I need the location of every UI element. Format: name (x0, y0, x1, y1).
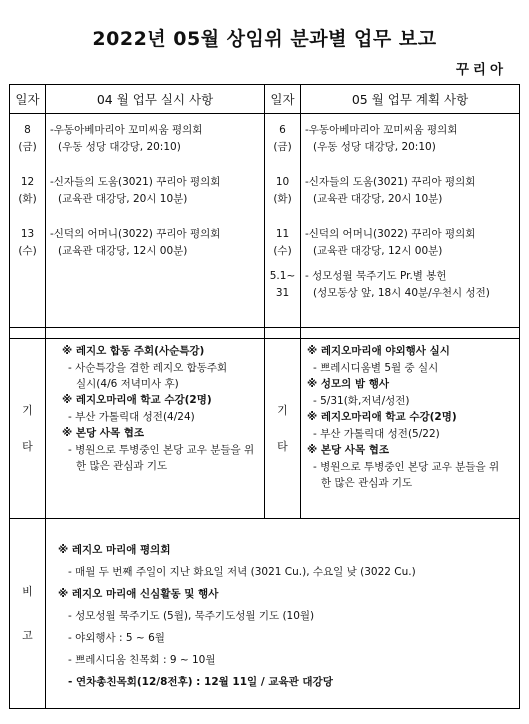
may-dates (265, 114, 301, 328)
schedule-row (10, 114, 520, 328)
date-weekday: (금) (18, 141, 37, 153)
bullet: - 쁘레시디움별 5월 중 실시 (313, 362, 439, 374)
header-row (10, 85, 520, 114)
bullet: - 병원으로 투병중인 본당 교우 분들을 위 (68, 444, 255, 456)
section-heading: ※ 성모의 밤 행사 (307, 378, 390, 390)
date-weekday: (수) (18, 245, 37, 257)
etc-label-char: 타 (22, 439, 33, 453)
bullet: - 5/31(화,저녁/성전) (313, 395, 410, 407)
date-day: 11 (275, 228, 290, 240)
etc-row (10, 339, 520, 519)
event-title: -신덕의 어머니(3022) 꾸리아 평의회 (305, 228, 476, 240)
event-title: -우동아베마리아 꼬미씨움 평의회 (50, 124, 203, 136)
etc-label (10, 339, 46, 519)
etc-label-char: 기 (277, 403, 288, 417)
event-title: - 성모성월 묵주기도 Pr.별 봉헌 (305, 270, 447, 282)
may-plan-header: 05 월 업무 계획 사항 (301, 85, 520, 114)
section-heading: ※ 본당 사목 협조 (62, 427, 145, 439)
april-dates (10, 114, 46, 328)
event-place: (교육관 대강당, 20시 10분) (58, 193, 188, 205)
event-place: (우동 성당 대강당, 20:10) (58, 141, 181, 153)
etc-label-char: 기 (22, 403, 33, 417)
bullet: - 병원으로 투병중인 본당 교우 분들을 위 (313, 461, 500, 473)
date-header-may: 일자 (265, 85, 301, 114)
may-items (301, 114, 520, 328)
notes-label-char: 비 (22, 584, 33, 598)
notes-item: - 연차총친목회(12/8전후) : 12월 11일 / 교육관 대강당 (68, 676, 333, 688)
date-weekday: 31 (275, 287, 290, 299)
etc-label (265, 339, 301, 519)
event-place: (우동 성당 대강당, 20:10) (313, 141, 436, 153)
notes-label-char: 고 (22, 628, 33, 642)
event-title: -신자들의 도움(3021) 꾸리아 평의회 (305, 176, 476, 188)
bullet: 한 많은 관심과 기도 (321, 477, 413, 489)
event-title: -신덕의 어머니(3022) 꾸리아 평의회 (50, 228, 221, 240)
etc-may (301, 339, 520, 519)
date-day: 10 (275, 176, 290, 188)
date-weekday: (화) (18, 193, 37, 205)
bullet: - 부산 가톨릭대 성전(4/24) (68, 411, 195, 423)
date-header-april: 일자 (10, 85, 46, 114)
bullet: 실시(4/6 저녁미사 후) (76, 378, 179, 390)
org-name: 꾸리아 (455, 62, 507, 78)
etc-april (46, 339, 265, 519)
date-day: 5.1~ (269, 270, 296, 282)
report-title: 2022년 05월 상임위 분과별 업무 보고 (92, 28, 437, 50)
section-heading: ※ 본당 사목 협조 (307, 444, 390, 456)
spacer-row (10, 328, 520, 339)
section-heading: ※ 레지오 합동 주회(사순특강) (62, 345, 205, 357)
date-day: 12 (20, 176, 35, 188)
date-day: 13 (20, 228, 35, 240)
date-weekday: (수) (273, 245, 292, 257)
event-place: (교육관 대강당, 20시 10분) (313, 193, 443, 205)
notes-heading: ※ 레지오 마리애 평의회 (58, 544, 171, 556)
date-weekday: (금) (273, 141, 292, 153)
event-title: -신자들의 도움(3021) 꾸리아 평의회 (50, 176, 221, 188)
event-place: (교육관 대강당, 12시 00분) (58, 245, 188, 257)
notes-item: - 쁘레시디움 친목회 : 9 ~ 10월 (68, 654, 216, 666)
section-heading: ※ 레지오마리애 학교 수강(2명) (307, 411, 457, 423)
notes-item: - 성모성월 묵주기도 (5월), 묵주기도성월 기도 (10월) (68, 610, 315, 622)
etc-label-char: 타 (277, 439, 288, 453)
notes-label (10, 519, 46, 709)
date-day: 6 (279, 124, 286, 136)
section-heading: ※ 레지오마리애 야외행사 실시 (307, 345, 450, 357)
bullet: 한 많은 관심과 기도 (76, 460, 168, 472)
notes-body (46, 519, 520, 709)
notes-item: - 매월 두 번째 주일이 지난 화요일 저녁 (3021 Cu.), 수요일 낮 (3022 Cu.) (68, 566, 416, 578)
april-done-header: 04 월 업무 실시 사항 (46, 85, 265, 114)
event-place: (성모동상 앞, 18시 40분/우천시 성전) (313, 287, 490, 299)
bullet: - 사순특강을 겸한 레지오 합동주회 (68, 362, 228, 374)
event-place: (교육관 대강당, 12시 00분) (313, 245, 443, 257)
notes-row (10, 519, 520, 709)
bullet: - 부산 가톨릭대 성전(5/22) (313, 428, 440, 440)
april-items (46, 114, 265, 328)
notes-item: - 야외행사 : 5 ~ 6월 (68, 632, 165, 644)
date-day: 8 (24, 124, 31, 136)
event-title: -우동아베마리아 꼬미씨움 평의회 (305, 124, 458, 136)
section-heading: ※ 레지오마리애 학교 수강(2명) (62, 394, 212, 406)
report-table (9, 84, 520, 709)
notes-heading: ※ 레지오 마리애 신심활동 및 행사 (58, 588, 219, 600)
date-weekday: (화) (273, 193, 292, 205)
